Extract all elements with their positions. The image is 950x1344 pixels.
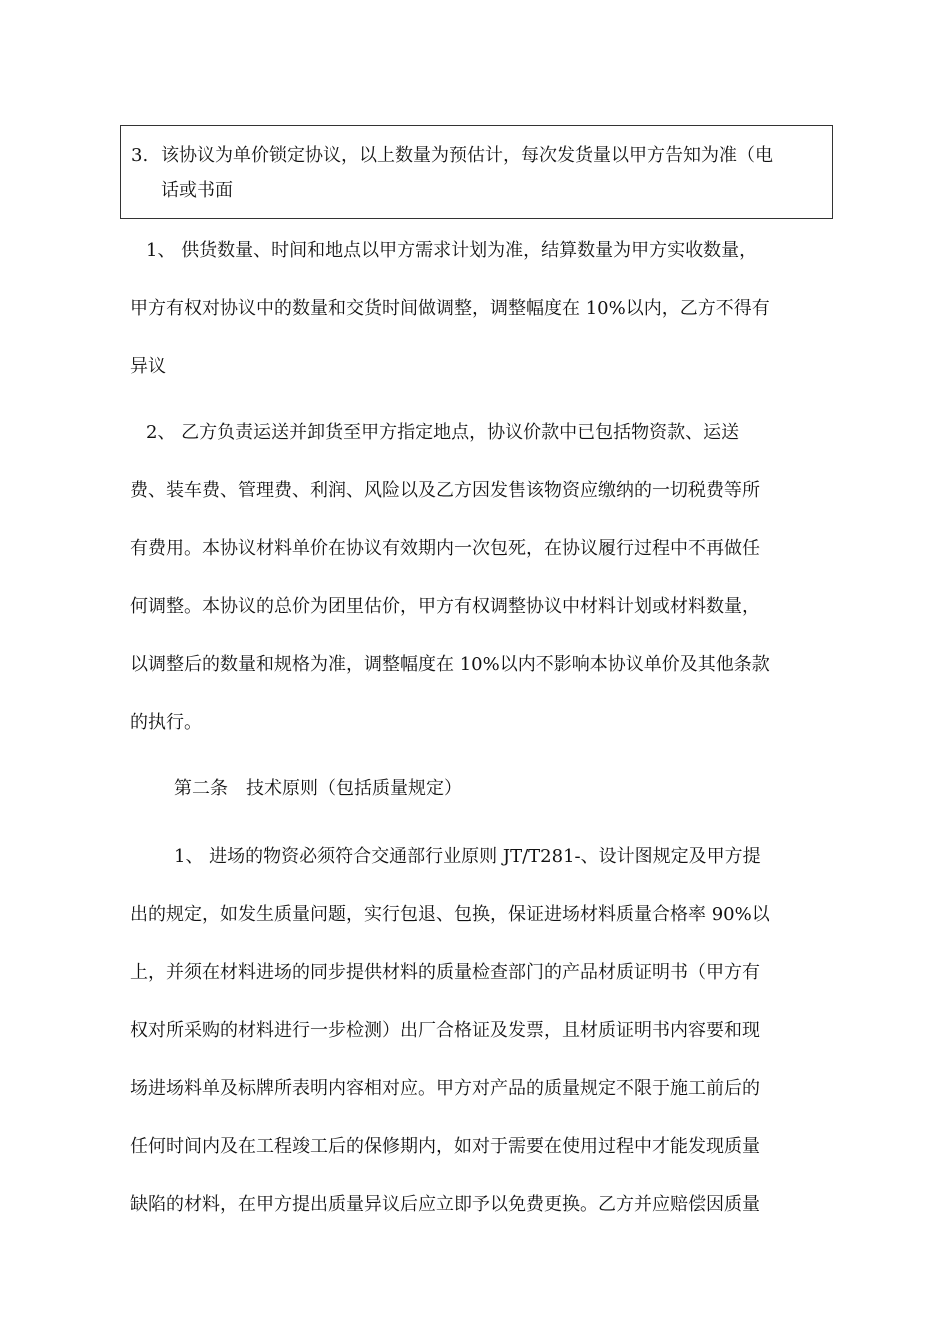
paragraph-line: 2、 乙方负责运送并卸货至甲方指定地点，协议价款中已包括物资款、运送 <box>146 422 740 443</box>
paragraph-line: 以调整后的数量和规格为准，调整幅度在 10%以内不影响本协议单价及其他条款 <box>130 654 770 675</box>
paragraph-line: 甲方有权对协议中的数量和交货时间做调整，调整幅度在 10%以内，乙方不得有 <box>130 298 770 319</box>
paragraph-line: 异议 <box>130 356 166 377</box>
paragraph-line: 上，并须在材料进场的同步提供材料的质量检查部门的产品材质证明书（甲方有 <box>130 962 760 983</box>
paragraph-line: 出的规定，如发生质量问题，实行包退、包换，保证进场材料质量合格率 90%以 <box>130 904 770 925</box>
paragraph-line: 1、 进场的物资必须符合交通部行业原则 JT/T281-、设计图规定及甲方提 <box>174 846 761 867</box>
clause-3-number: 3. <box>131 145 149 166</box>
clause-3-line-1: 该协议为单价锁定协议，以上数量为预估计，每次发货量以甲方告知为准（电 <box>161 145 773 166</box>
paragraph-quality-standards <box>130 828 810 1234</box>
paragraph-line: 缺陷的材料，在甲方提出质量异议后应立即予以免费更换。乙方并应赔偿因质量 <box>130 1194 760 1215</box>
paragraph-supply-quantity <box>130 222 810 396</box>
paragraph-line: 费、装车费、管理费、利润、风险以及乙方因发售该物资应缴纳的一切税费等所 <box>130 480 760 501</box>
paragraph-line: 场进场料单及标牌所表明内容相对应。甲方对产品的质量规定不限于施工前后的 <box>130 1078 760 1099</box>
paragraph-line: 的执行。 <box>130 712 202 733</box>
boxed-clause-3 <box>120 125 833 219</box>
clause-3-line-2: 话或书面 <box>161 180 233 201</box>
section-heading-article-2 <box>130 760 810 818</box>
paragraph-line: 何调整。本协议的总价为团里估价，甲方有权调整协议中材料计划或材料数量， <box>130 596 760 617</box>
paragraph-line: 1、 供货数量、时间和地点以甲方需求计划为准，结算数量为甲方实收数量， <box>146 240 758 261</box>
section-heading: 第二条 技术原则（包括质量规定） <box>174 778 462 799</box>
paragraph-line: 权对所采购的材料进行一步检测）出厂合格证及发票，且材质证明书内容要和现 <box>130 1020 760 1041</box>
paragraph-line: 有费用。本协议材料单价在协议有效期内一次包死，在协议履行过程中不再做任 <box>130 538 760 559</box>
paragraph-line: 任何时间内及在工程竣工后的保修期内，如对于需要在使用过程中才能发现质量 <box>130 1136 760 1157</box>
paragraph-transport-pricing <box>130 404 810 752</box>
